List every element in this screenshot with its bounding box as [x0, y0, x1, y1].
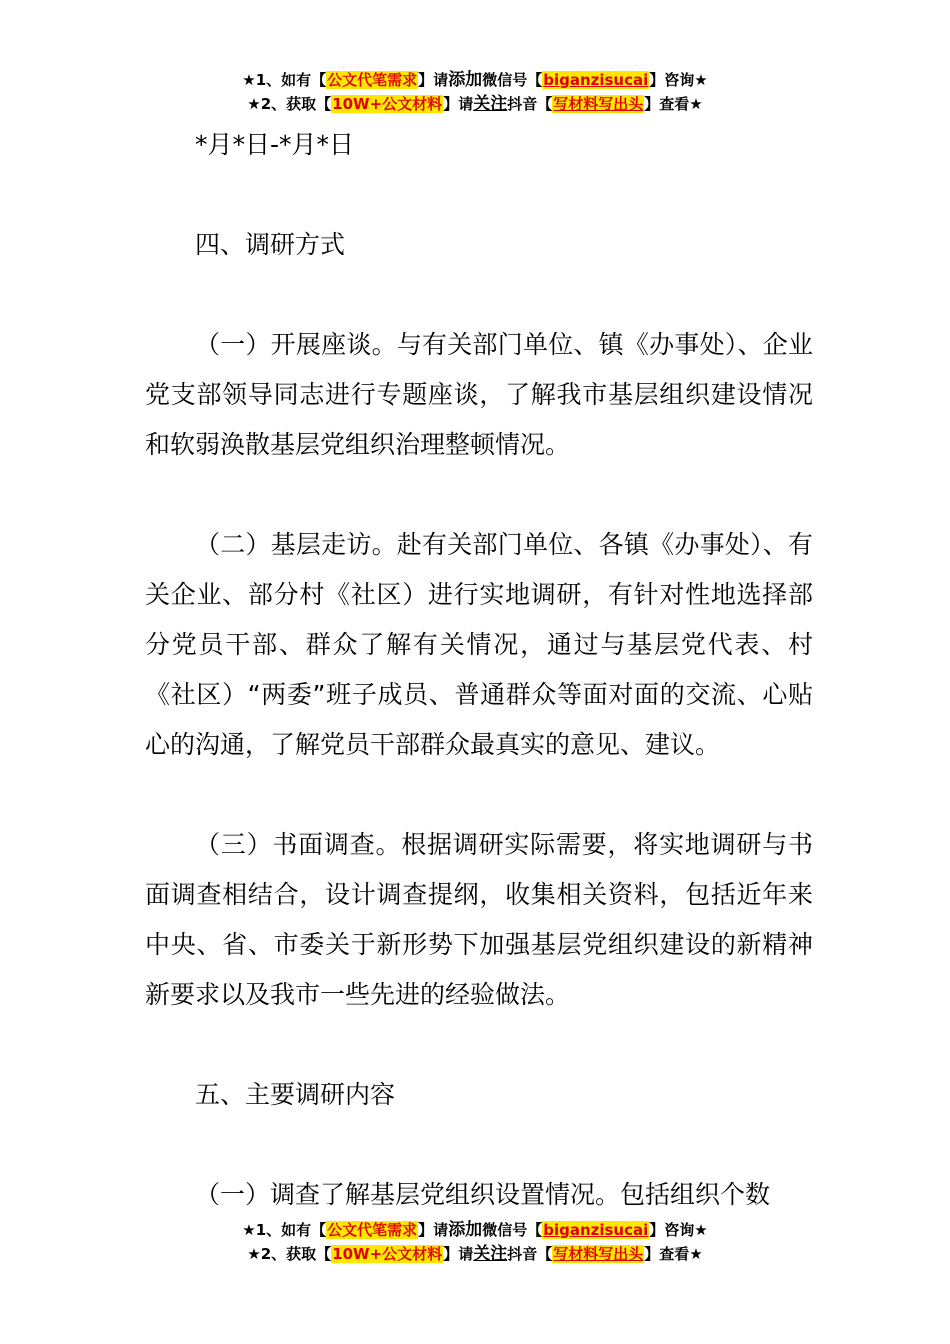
- section-4-heading: 四、调研方式: [195, 230, 346, 259]
- footer-1-wechat-id: biganzisucai: [543, 1221, 649, 1239]
- banner-2-douyin-account: 写材料写出头: [553, 95, 644, 113]
- banner-2-emphasis: 关注: [473, 94, 508, 114]
- banner-1-highlight-service: 公文代笔需求: [327, 71, 418, 89]
- footer-2-suffix: 】查看★: [644, 1245, 703, 1263]
- footer-1-prefix: ★1、如有【: [242, 1221, 327, 1239]
- banner-1-wechat-id: biganzisucai: [543, 71, 649, 89]
- footer-2-douyin-account: 写材料写出头: [553, 1245, 644, 1263]
- footer-1-mid: 】请: [418, 1221, 449, 1239]
- banner-1-mid: 】请: [418, 71, 449, 89]
- footer-1-emphasis: 添加: [448, 1220, 483, 1240]
- footer-1-mid2: 微信号【: [482, 1221, 543, 1239]
- footer-2-emphasis: 关注: [473, 1244, 508, 1264]
- paragraph-field-visits: （二）基层走访。赴有关部门单位、各镇《办事处）、有关企业、部分村《社区）进行实地调研，有针对性地选择部分党员干部、群众了解有关情况，通过与基层党代表、村《社区）“两委”班子成员、普通群众等面对面的交流、心贴心的沟通，了解党员干部群众最真实的意见、建议。: [145, 530, 813, 759]
- footer-2-mid2: 抖音【: [507, 1245, 553, 1263]
- banner-1-mid2: 微信号【: [482, 71, 543, 89]
- footer-2-highlight-materials: 10W+公文材料: [332, 1245, 443, 1263]
- paragraph-written-survey: （三）书面调查。根据调研实际需要，将实地调研与书面调查相结合，设计调查提纲，收集相关资料，包括近年来中央、省、市委关于新形势下加强基层党组织建设的新精神新要求以及我市一些先进的经验做法。: [145, 830, 813, 1009]
- banner-line-1: [0, 68, 950, 92]
- footer-2-prefix: ★2、获取【: [247, 1245, 332, 1263]
- banner-2-highlight-materials: 10W+公文材料: [332, 95, 443, 113]
- banner-2-mid2: 抖音【: [507, 95, 553, 113]
- banner-1-emphasis: 添加: [448, 70, 483, 90]
- paragraph-organization-setup: （一）调查了解基层党组织设置情况。包括组织个数: [195, 1180, 771, 1209]
- date-range-line: *月*日-*月*日: [195, 130, 355, 159]
- header-banner: [0, 68, 950, 116]
- banner-line-2: [0, 92, 950, 116]
- document-body: [145, 120, 813, 1220]
- footer-banner: [0, 1218, 950, 1266]
- banner-2-prefix: ★2、获取【: [247, 95, 332, 113]
- footer-2-mid: 】请: [443, 1245, 474, 1263]
- footer-1-highlight-service: 公文代笔需求: [327, 1221, 418, 1239]
- banner-1-prefix: ★1、如有【: [242, 71, 327, 89]
- banner-2-suffix: 】查看★: [644, 95, 703, 113]
- banner-1-suffix: 】咨询★: [649, 71, 708, 89]
- paragraph-symposium: （一）开展座谈。与有关部门单位、镇《办事处）、企业党支部领导同志进行专题座谈，了解我市基层组织建设情况和软弱涣散基层党组织治理整顿情况。: [145, 330, 813, 459]
- footer-1-suffix: 】咨询★: [649, 1221, 708, 1239]
- banner-2-mid: 】请: [443, 95, 474, 113]
- footer-line-2: [0, 1242, 950, 1266]
- section-5-heading: 五、主要调研内容: [195, 1080, 396, 1109]
- footer-line-1: [0, 1218, 950, 1242]
